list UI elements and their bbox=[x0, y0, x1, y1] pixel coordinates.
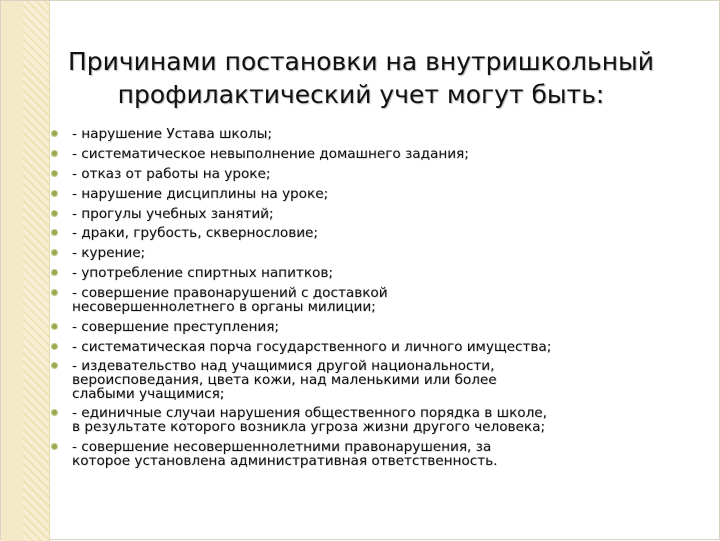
list-item-text: - систематическая порча государственного и личного имущества; bbox=[72, 338, 552, 355]
list-item-text: - совершение преступления; bbox=[72, 318, 279, 335]
list-item bbox=[51, 227, 701, 241]
list-item-text: - совершение правонарушений с доставкой несовершеннолетнего в органы милиции; bbox=[72, 285, 388, 315]
list-item-text: - единичные случаи нарушения общественного порядка в школе, в результате которого возникла угроза жизни другого человека; bbox=[72, 405, 547, 436]
bullet-icon bbox=[51, 229, 58, 236]
bullet-icon bbox=[51, 343, 58, 350]
list-item-text: - нарушение дисциплины на уроке; bbox=[72, 185, 329, 202]
bullet-icon bbox=[51, 150, 58, 157]
bullet-icon bbox=[51, 323, 58, 330]
list-item-text: - систематическое невыполнение домашнего задания; bbox=[72, 145, 469, 162]
bullet-icon bbox=[51, 190, 58, 197]
list-item bbox=[51, 407, 701, 434]
list-item bbox=[51, 185, 701, 202]
list-item bbox=[51, 318, 701, 335]
decorative-left-band bbox=[1, 1, 23, 541]
list-item bbox=[51, 165, 701, 182]
list-item bbox=[51, 338, 701, 355]
list-item bbox=[51, 205, 701, 222]
list-item-text: - издевательство над учащимися другой национальности, вероисповедания, цвета кожи, над маленькими или более слабыми учащимися; bbox=[72, 358, 497, 402]
list-item bbox=[51, 267, 701, 281]
list-item-text: - нарушение Устава школы; bbox=[72, 126, 272, 142]
list-item-text: - прогулы учебных занятий; bbox=[72, 205, 274, 222]
bullet-icon bbox=[51, 289, 58, 296]
reasons-list bbox=[51, 128, 701, 474]
list-item bbox=[51, 438, 701, 469]
bullet-icon bbox=[51, 130, 58, 137]
bullet-icon bbox=[51, 409, 58, 416]
slide-title: Причинами постановки на внутришкольный профилактический учет могут быть: bbox=[67, 47, 655, 109]
list-item bbox=[51, 247, 701, 261]
bullet-icon bbox=[51, 170, 58, 177]
list-item bbox=[51, 360, 701, 401]
list-item-text: - драки, грубость, сквернословие; bbox=[72, 225, 318, 242]
list-item-text: - совершение несовершеннолетними правонарушения, за которое установлена административная ответственность. bbox=[72, 438, 498, 469]
list-item bbox=[51, 287, 701, 314]
bullet-icon bbox=[51, 443, 58, 450]
bullet-icon bbox=[51, 362, 58, 369]
list-item bbox=[51, 145, 701, 162]
list-item-text: - отказ от работы на уроке; bbox=[72, 165, 271, 182]
bullet-icon bbox=[51, 210, 58, 217]
list-item bbox=[51, 128, 701, 142]
list-item-text: - курение; bbox=[72, 245, 146, 262]
bullet-icon bbox=[51, 249, 58, 256]
list-item-text: - употребление спиртных напитков; bbox=[72, 265, 333, 282]
bullet-icon bbox=[51, 269, 58, 276]
